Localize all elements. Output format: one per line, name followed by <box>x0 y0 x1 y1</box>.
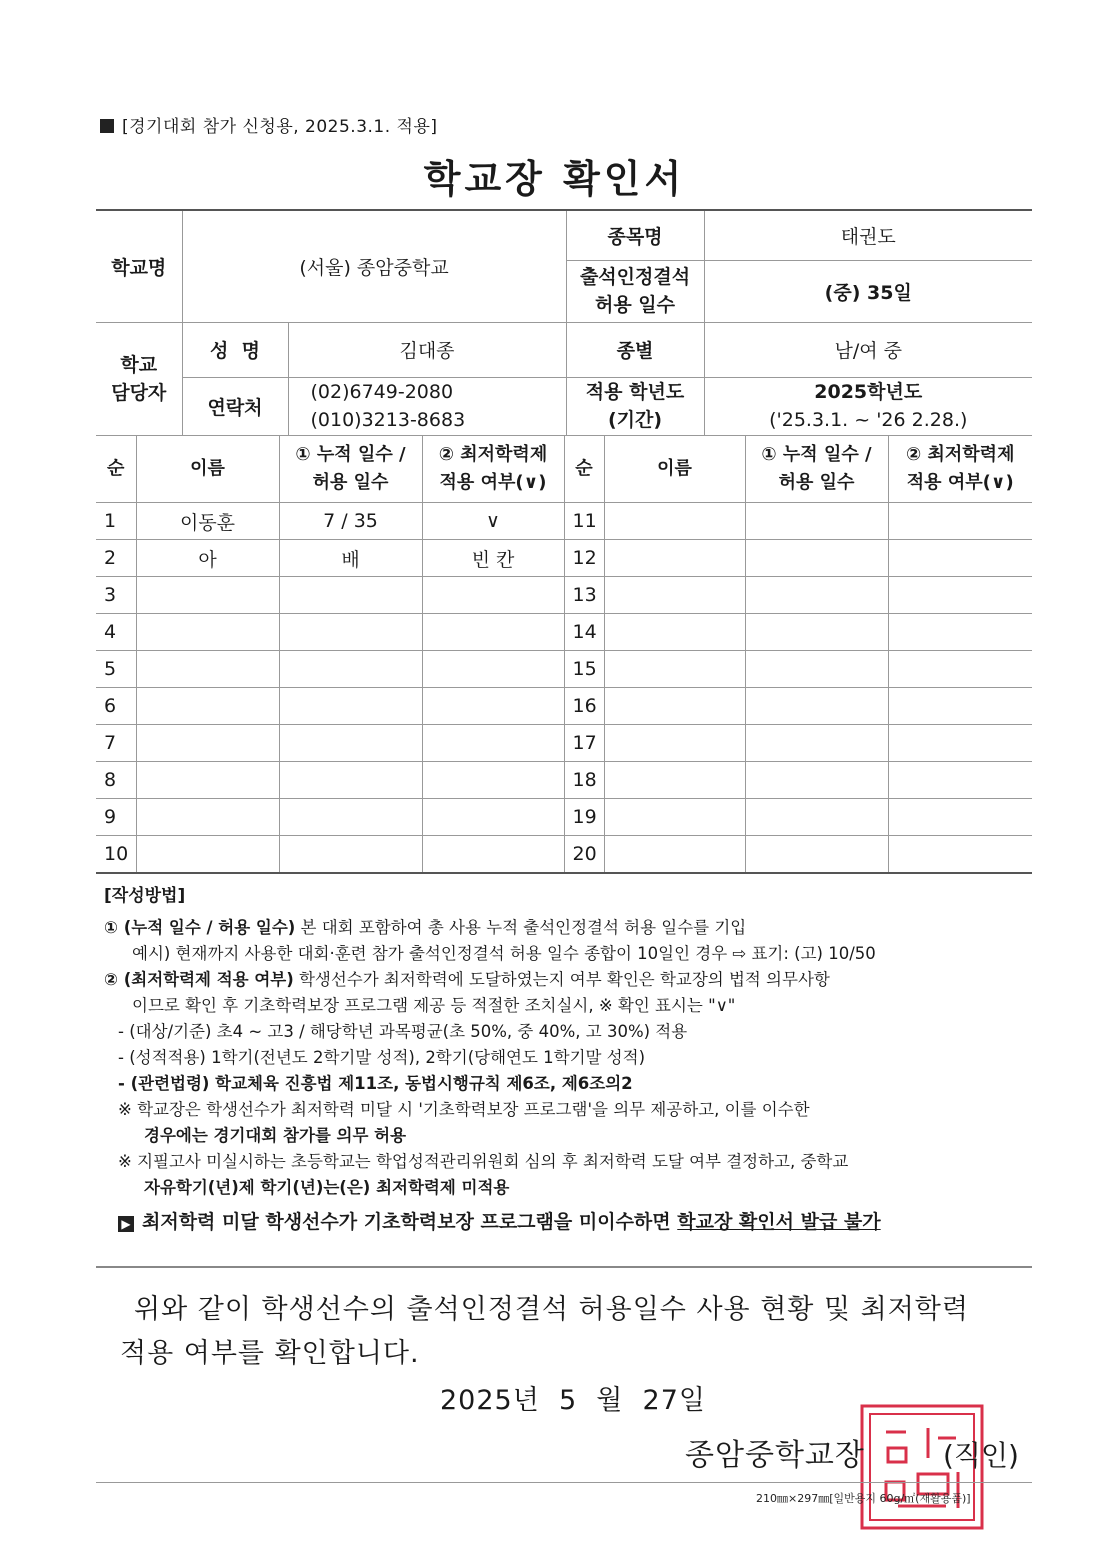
arrow-box-icon: ▶ <box>118 1216 134 1232</box>
table-row <box>96 762 1032 799</box>
min-achievement-cell <box>888 836 1032 874</box>
min-achievement-cell <box>422 577 564 614</box>
event-value: 태권도 <box>704 210 1032 260</box>
row-number: 16 <box>564 688 604 725</box>
final-warning-text: 최저학력 미달 학생선수가 기초학력보장 프로그램을 미이수하면 <box>142 1211 678 1233</box>
student-name-cell <box>604 577 745 614</box>
col-min-line2: 적용 여부(∨) <box>906 472 1014 493</box>
min-achievement-cell <box>888 762 1032 799</box>
days-cell <box>745 836 888 874</box>
info-table <box>96 209 1032 436</box>
table-row <box>96 688 1032 725</box>
school-value: (서울) 종암중학교 <box>182 210 566 322</box>
name-label: 성 명 <box>182 322 288 377</box>
student-roster-table <box>96 435 1032 874</box>
manager-label-line1: 학교 <box>120 353 158 376</box>
days-cell <box>745 503 888 540</box>
divider <box>96 1266 1032 1268</box>
year-label-line1: 적용 학년도 <box>585 381 685 403</box>
min-achievement-cell <box>888 503 1032 540</box>
contact-phone-2: (010)3213-8683 <box>310 409 466 431</box>
form-note-text: [경기대회 참가 신청용, 2025.3.1. 적용] <box>122 117 438 137</box>
note-2-continuation: 자유학기(년)제 학기(년)는(은) 최저학력제 미적용 <box>144 1178 510 1197</box>
row-number: 7 <box>96 725 136 762</box>
item2-continuation: 이므로 확인 후 기초학력보장 프로그램 제공 등 적절한 조치실시, ※ 확인 표시는 "∨" <box>132 996 736 1015</box>
final-warning <box>104 1209 1034 1235</box>
student-name-cell <box>136 836 279 874</box>
col-days-line1: ① 누적 일수 / <box>295 444 406 465</box>
days-cell <box>745 762 888 799</box>
col-header-name: 이름 <box>604 436 745 503</box>
bullet-target: - (대상/기준) 초4 ~ 고3 / 해당학년 과목평균(초 50%, 중 40%, 고 30%) 적용 <box>118 1022 688 1041</box>
days-cell <box>745 799 888 836</box>
table-row <box>96 577 1032 614</box>
item2-body: 학생선수가 최저학력에 도달하였는지 여부 확인은 학교장의 법적 의무사항 <box>293 970 830 989</box>
bullet-grades: - (성적적용) 1학기(전년도 2학기말 성적), 2학기(당해연도 1학기말 성적) <box>118 1048 646 1067</box>
item1-body: 본 대회 포함하여 총 사용 누적 출석인정결석 허용 일수를 기입 <box>295 918 747 937</box>
item1-head: ① (누적 일수 / 허용 일수) <box>104 918 296 937</box>
days-cell <box>745 540 888 577</box>
row-number: 3 <box>96 577 136 614</box>
min-achievement-cell <box>888 651 1032 688</box>
manager-label <box>96 322 182 435</box>
days-cell <box>279 614 422 651</box>
principal-signature: 종암중학교장 <box>685 1438 865 1473</box>
student-name-cell <box>136 799 279 836</box>
row-number: 4 <box>96 614 136 651</box>
min-achievement-cell <box>422 725 564 762</box>
student-name-cell: 아 <box>136 540 279 577</box>
student-name-cell <box>604 540 745 577</box>
bottom-divider <box>96 1482 1032 1483</box>
col-header-days <box>745 436 888 503</box>
days-cell <box>279 651 422 688</box>
row-number: 9 <box>96 799 136 836</box>
student-name-cell <box>604 725 745 762</box>
row-number: 1 <box>96 503 136 540</box>
days-cell <box>745 577 888 614</box>
min-achievement-cell <box>422 836 564 874</box>
col-days-line1: ① 누적 일수 / <box>761 444 872 465</box>
student-name-cell <box>604 503 745 540</box>
min-achievement-cell <box>422 651 564 688</box>
school-year-label <box>566 377 704 435</box>
student-name-cell <box>604 651 745 688</box>
min-achievement-cell <box>888 540 1032 577</box>
note-2: ※ 지필고사 미실시하는 초등학교는 학업성적관리위원회 심의 후 최저학력 도달 여부 결정하고, 중학교 <box>118 1152 849 1171</box>
student-name-cell <box>136 688 279 725</box>
table-row <box>96 725 1032 762</box>
col-header-no: 순 <box>96 436 136 503</box>
row-number: 20 <box>564 836 604 874</box>
min-achievement-cell: ∨ <box>422 503 564 540</box>
min-achievement-cell <box>422 614 564 651</box>
row-number: 15 <box>564 651 604 688</box>
square-bullet-icon <box>100 119 114 133</box>
row-number: 14 <box>564 614 604 651</box>
roster-header-row <box>96 436 1032 503</box>
writing-instructions <box>104 883 1034 1235</box>
student-name-cell <box>604 836 745 874</box>
col-header-no: 순 <box>564 436 604 503</box>
absence-label-line1: 출석인정결석 <box>579 266 691 288</box>
student-name-cell <box>604 762 745 799</box>
col-header-min <box>422 436 564 503</box>
days-cell: 배 <box>279 540 422 577</box>
days-cell: 7 / 35 <box>279 503 422 540</box>
form-note <box>100 112 438 137</box>
table-row <box>96 651 1032 688</box>
confirmation-statement <box>120 1288 1020 1376</box>
student-name-cell <box>136 651 279 688</box>
days-cell <box>279 725 422 762</box>
days-cell <box>745 651 888 688</box>
days-cell <box>745 725 888 762</box>
row-number: 19 <box>564 799 604 836</box>
year-value-line2: ('25.3.1. ~ '26 2.28.) <box>769 409 968 431</box>
days-cell <box>745 688 888 725</box>
school-year-value <box>704 377 1032 435</box>
row-number: 10 <box>96 836 136 874</box>
days-cell <box>279 577 422 614</box>
contact-label: 연락처 <box>182 377 288 435</box>
days-cell <box>279 762 422 799</box>
col-min-line2: 적용 여부(∨) <box>439 472 547 493</box>
confirmation-line-1: 위와 같이 학생선수의 출석인정결석 허용일수 사용 현황 및 최저학력 <box>134 1294 969 1325</box>
student-name-cell <box>136 762 279 799</box>
min-achievement-cell <box>422 688 564 725</box>
contact-phone-1: (02)6749-2080 <box>310 381 454 403</box>
row-number: 2 <box>96 540 136 577</box>
student-name-cell <box>604 799 745 836</box>
absence-label-line2: 허용 일수 <box>594 294 676 316</box>
row-number: 6 <box>96 688 136 725</box>
table-row <box>96 540 1032 577</box>
contact-value <box>288 377 566 435</box>
min-achievement-cell <box>888 688 1032 725</box>
col-days-line2: 허용 일수 <box>778 472 855 493</box>
student-name-cell <box>136 725 279 762</box>
seal-label: (직인) <box>943 1439 1019 1472</box>
item2-head: ② (최저학력제 적용 여부) <box>104 970 294 989</box>
table-row <box>96 836 1032 874</box>
days-cell <box>745 614 888 651</box>
document-title: 학교장 확인서 <box>423 157 686 201</box>
row-number: 18 <box>564 762 604 799</box>
min-achievement-cell <box>888 614 1032 651</box>
note-1-continuation: 경우에는 경기대회 참가를 의무 허용 <box>144 1126 407 1145</box>
school-label: 학교명 <box>96 210 182 322</box>
absence-allowance-label <box>566 260 704 322</box>
table-row <box>96 799 1032 836</box>
student-name-cell: 이동훈 <box>136 503 279 540</box>
days-cell <box>279 799 422 836</box>
issue-date: 2025년 5 월 27일 <box>440 1385 706 1416</box>
category-value: 남/여 중 <box>704 322 1032 377</box>
col-header-days <box>279 436 422 503</box>
student-name-cell <box>136 614 279 651</box>
year-label-line2: (기간) <box>607 409 663 431</box>
col-header-min <box>888 436 1032 503</box>
category-label: 종별 <box>566 322 704 377</box>
col-header-name: 이름 <box>136 436 279 503</box>
row-number: 12 <box>564 540 604 577</box>
paper-spec: 210㎜×297㎜[일반용지 60g/㎡(재활용품)] <box>756 1492 971 1505</box>
event-label: 종목명 <box>566 210 704 260</box>
note-1: ※ 학교장은 학생선수가 최저학력 미달 시 '기초학력보장 프로그램'을 의무 제공하고, 이를 이수한 <box>118 1100 810 1119</box>
year-value-line1: 2025학년도 <box>814 381 923 403</box>
col-min-line1: ② 최저학력제 <box>438 444 548 465</box>
student-name-cell <box>604 614 745 651</box>
row-number: 8 <box>96 762 136 799</box>
bullet-laws: - (관련법령) 학교체육 진흥법 제11조, 동법시행규칙 제6조, 제6조의2 <box>118 1074 633 1093</box>
days-cell <box>279 836 422 874</box>
min-achievement-cell <box>888 725 1032 762</box>
col-days-line2: 허용 일수 <box>312 472 389 493</box>
min-achievement-cell <box>422 762 564 799</box>
student-name-cell <box>136 577 279 614</box>
min-achievement-cell: 빈 칸 <box>422 540 564 577</box>
col-min-line1: ② 최저학력제 <box>906 444 1015 465</box>
manager-label-line2: 담당자 <box>111 381 167 404</box>
row-number: 13 <box>564 577 604 614</box>
row-number: 17 <box>564 725 604 762</box>
row-number: 5 <box>96 651 136 688</box>
student-name-cell <box>604 688 745 725</box>
absence-allowance-value: (중) 35일 <box>704 260 1032 322</box>
row-number: 11 <box>564 503 604 540</box>
days-cell <box>279 688 422 725</box>
instructions-title: [작성방법] <box>104 886 186 906</box>
item1-example: 예시) 현재까지 사용한 대회·훈련 참가 출석인정결석 허용 일수 종합이 10일인 경우 ⇨ 표기: (고) 10/50 <box>132 944 876 963</box>
table-row <box>96 614 1032 651</box>
final-warning-emphasis: 학교장 확인서 발급 불가 <box>677 1211 881 1233</box>
min-achievement-cell <box>888 799 1032 836</box>
name-value: 김대종 <box>288 322 566 377</box>
table-row <box>96 503 1032 540</box>
confirmation-line-2: 적용 여부를 확인합니다. <box>120 1338 420 1369</box>
min-achievement-cell <box>422 799 564 836</box>
min-achievement-cell <box>888 577 1032 614</box>
